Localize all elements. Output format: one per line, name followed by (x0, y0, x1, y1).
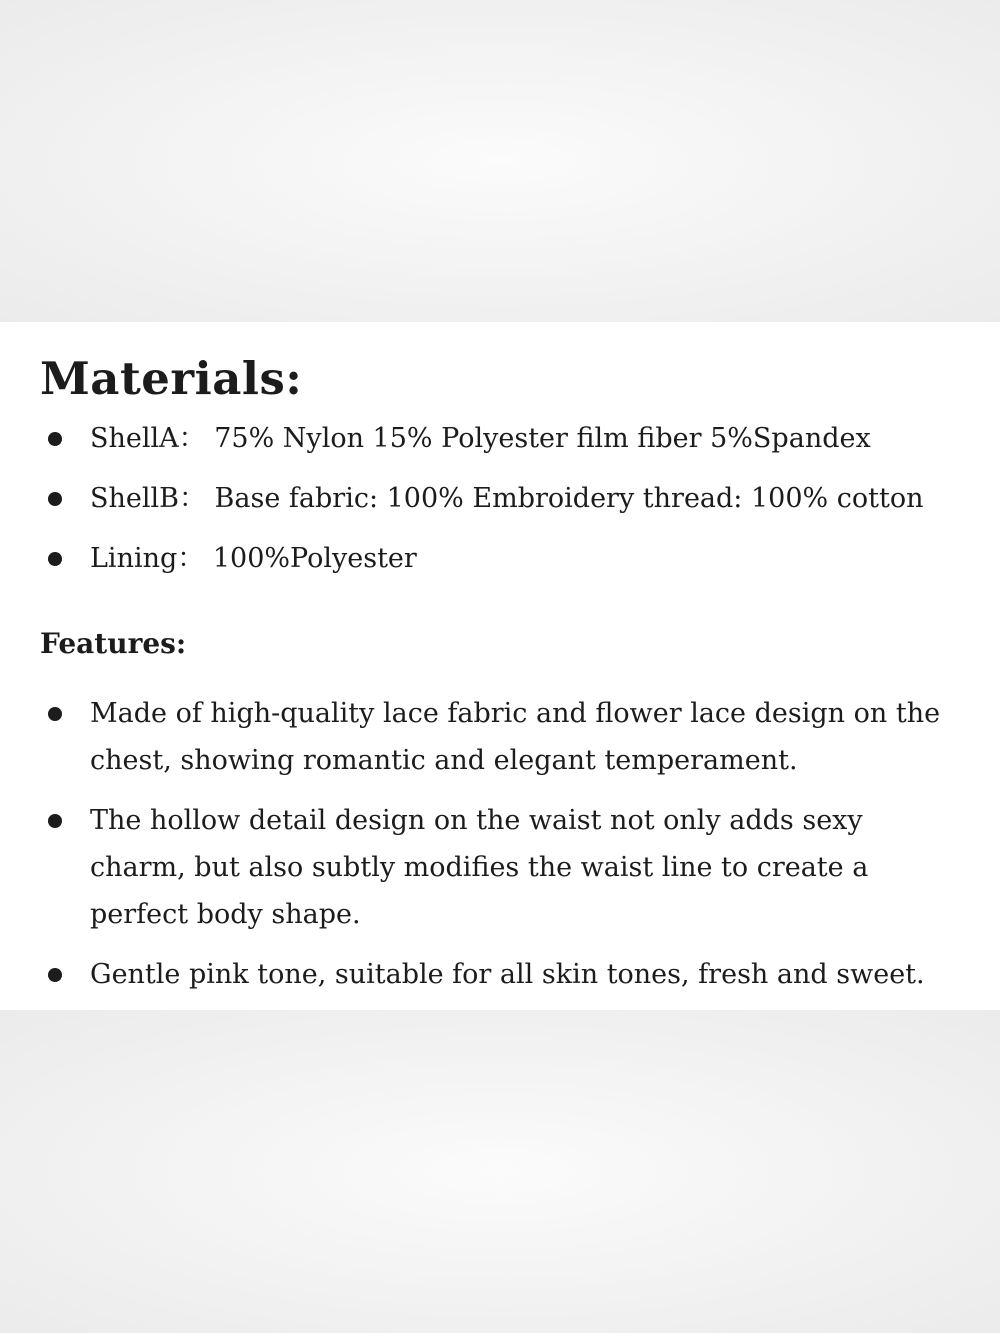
feature-pink-tone: Gentle pink tone, suitable for all skin tones, fresh and sweet. (90, 959, 925, 990)
bullet-icon (48, 552, 62, 566)
bullet-icon (48, 492, 62, 506)
blurred-bottom-background (0, 1010, 1000, 1333)
material-lining: Lining： 100%Polyester (90, 543, 417, 574)
bullet-icon (48, 707, 62, 721)
feature-hollow-waist: The hollow detail design on the waist not only adds sexy charm, but also subtly modifies the waist line to create a perfect body shape. (90, 805, 869, 930)
bullet-icon (48, 968, 62, 982)
material-shell-a: ShellA： 75% Nylon 15% Polyester film fiber 5%Spandex (90, 423, 871, 454)
bullet-icon (48, 814, 62, 828)
features-heading: Features: (40, 627, 187, 660)
product-details-card (0, 322, 1000, 1010)
blurred-top-background (0, 0, 1000, 322)
bullet-icon (48, 432, 62, 446)
material-shell-b: ShellB： Base fabric: 100% Embroidery thread: 100% cotton (90, 483, 924, 514)
feature-lace-fabric: Made of high-quality lace fabric and flower lace design on the chest, showing romantic and elegant temperament. (90, 698, 941, 776)
materials-heading: Materials: (40, 352, 303, 405)
